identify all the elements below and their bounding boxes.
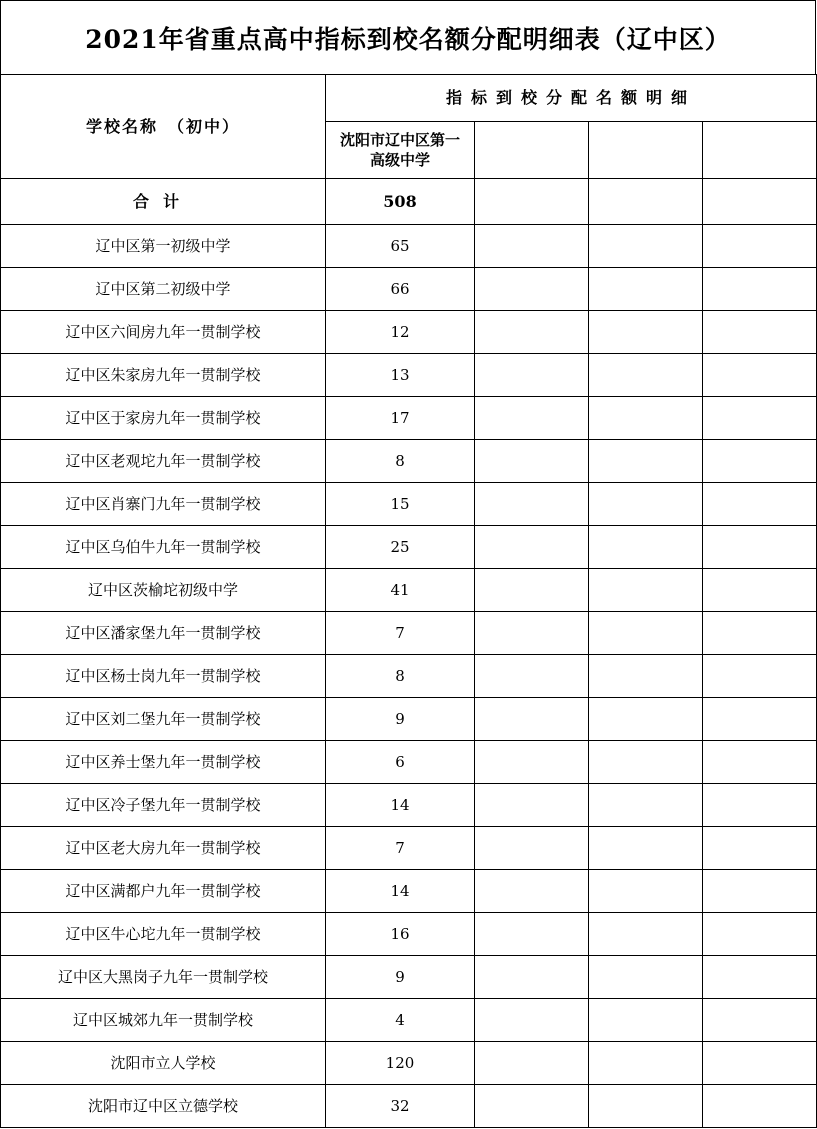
- empty-cell: [703, 526, 817, 569]
- empty-cell: [475, 225, 589, 268]
- table-row: [1, 311, 817, 354]
- quota-cell: 4: [326, 999, 475, 1042]
- empty-cell: [703, 311, 817, 354]
- empty-cell: [703, 999, 817, 1042]
- quota-cell: 25: [326, 526, 475, 569]
- school-name-cell: 辽中区肖寨门九年一贯制学校: [1, 483, 326, 526]
- empty-cell: [703, 784, 817, 827]
- empty-cell: [589, 179, 703, 225]
- empty-cell: [475, 569, 589, 612]
- empty-cell: [475, 354, 589, 397]
- empty-cell: [703, 569, 817, 612]
- empty-cell: [475, 179, 589, 225]
- quota-table: [0, 74, 817, 1128]
- empty-cell: [589, 397, 703, 440]
- school-name-cell: 辽中区潘家堡九年一贯制学校: [1, 612, 326, 655]
- empty-cell: [475, 784, 589, 827]
- school-name-cell: 辽中区老大房九年一贯制学校: [1, 827, 326, 870]
- empty-cell: [475, 440, 589, 483]
- total-label: 合计: [1, 179, 326, 225]
- quota-cell: 15: [326, 483, 475, 526]
- table-row: [1, 827, 817, 870]
- empty-cell: [475, 870, 589, 913]
- empty-cell: [703, 225, 817, 268]
- empty-cell: [703, 1042, 817, 1085]
- empty-cell: [589, 526, 703, 569]
- empty-cell: [589, 741, 703, 784]
- school-name-cell: 辽中区茨榆坨初级中学: [1, 569, 326, 612]
- quota-cell: 66: [326, 268, 475, 311]
- empty-cell: [475, 698, 589, 741]
- quota-cell: 14: [326, 784, 475, 827]
- empty-cell: [475, 827, 589, 870]
- empty-cell: [589, 268, 703, 311]
- table-row: [1, 268, 817, 311]
- school-name-cell: 辽中区第一初级中学: [1, 225, 326, 268]
- table-row: [1, 698, 817, 741]
- empty-cell: [589, 956, 703, 999]
- empty-cell: [475, 311, 589, 354]
- table-row: [1, 956, 817, 999]
- empty-cell: [475, 268, 589, 311]
- school-name-cell: 辽中区刘二堡九年一贯制学校: [1, 698, 326, 741]
- empty-cell: [703, 870, 817, 913]
- table-row: [1, 569, 817, 612]
- table-row: [1, 526, 817, 569]
- total-value: 508: [326, 179, 475, 225]
- school-name-cell: 沈阳市辽中区立德学校: [1, 1085, 326, 1128]
- school-name-cell: 辽中区大黑岗子九年一贯制学校: [1, 956, 326, 999]
- table-row: [1, 354, 817, 397]
- empty-cell: [589, 655, 703, 698]
- quota-cell: 17: [326, 397, 475, 440]
- empty-cell: [475, 483, 589, 526]
- table-row: [1, 1042, 817, 1085]
- empty-header-cell: [589, 122, 703, 179]
- school-name-cell: 辽中区满都户九年一贯制学校: [1, 870, 326, 913]
- school-name-cell: 辽中区老观坨九年一贯制学校: [1, 440, 326, 483]
- table-row: [1, 913, 817, 956]
- table-row: [1, 397, 817, 440]
- empty-cell: [475, 741, 589, 784]
- empty-header-cell: [475, 122, 589, 179]
- empty-cell: [703, 268, 817, 311]
- quota-cell: 41: [326, 569, 475, 612]
- quota-cell: 13: [326, 354, 475, 397]
- empty-cell: [703, 440, 817, 483]
- table-row: [1, 483, 817, 526]
- quota-cell: 65: [326, 225, 475, 268]
- empty-cell: [475, 1085, 589, 1128]
- empty-header-cell: [703, 122, 817, 179]
- school-name-cell: 辽中区牛心坨九年一贯制学校: [1, 913, 326, 956]
- total-row: [1, 179, 817, 225]
- table-row: [1, 784, 817, 827]
- table-row: [1, 440, 817, 483]
- empty-cell: [475, 956, 589, 999]
- empty-cell: [589, 913, 703, 956]
- empty-cell: [475, 526, 589, 569]
- empty-cell: [475, 913, 589, 956]
- school-name-cell: 辽中区朱家房九年一贯制学校: [1, 354, 326, 397]
- empty-cell: [703, 612, 817, 655]
- quota-cell: 7: [326, 827, 475, 870]
- empty-cell: [589, 1042, 703, 1085]
- empty-cell: [475, 999, 589, 1042]
- school-name-cell: 辽中区城郊九年一贯制学校: [1, 999, 326, 1042]
- empty-cell: [703, 655, 817, 698]
- empty-cell: [703, 913, 817, 956]
- quota-cell: 9: [326, 956, 475, 999]
- quota-cell: 14: [326, 870, 475, 913]
- empty-cell: [589, 784, 703, 827]
- detail-group-header: 指标到校分配名额明细: [326, 75, 817, 122]
- empty-cell: [589, 225, 703, 268]
- school-name-cell: 辽中区养士堡九年一贯制学校: [1, 741, 326, 784]
- quota-cell: 7: [326, 612, 475, 655]
- empty-cell: [703, 741, 817, 784]
- quota-cell: 6: [326, 741, 475, 784]
- quota-cell: 120: [326, 1042, 475, 1085]
- school-name-cell: 辽中区乌伯牛九年一贯制学校: [1, 526, 326, 569]
- quota-table-body: [1, 75, 817, 1128]
- quota-cell: 16: [326, 913, 475, 956]
- empty-cell: [703, 397, 817, 440]
- school-name-cell: 辽中区于家房九年一贯制学校: [1, 397, 326, 440]
- header-row: [1, 75, 817, 122]
- empty-cell: [589, 612, 703, 655]
- school-name-cell: 辽中区六间房九年一贯制学校: [1, 311, 326, 354]
- quota-cell: 12: [326, 311, 475, 354]
- table-row: [1, 225, 817, 268]
- empty-cell: [475, 612, 589, 655]
- empty-cell: [589, 999, 703, 1042]
- empty-cell: [703, 483, 817, 526]
- empty-cell: [589, 311, 703, 354]
- empty-cell: [703, 354, 817, 397]
- empty-cell: [589, 827, 703, 870]
- quota-cell: 9: [326, 698, 475, 741]
- empty-cell: [703, 698, 817, 741]
- table-row: [1, 999, 817, 1042]
- empty-cell: [703, 956, 817, 999]
- empty-cell: [475, 655, 589, 698]
- empty-cell: [703, 179, 817, 225]
- empty-cell: [475, 397, 589, 440]
- empty-cell: [589, 1085, 703, 1128]
- empty-cell: [475, 1042, 589, 1085]
- school-name-cell: 辽中区第二初级中学: [1, 268, 326, 311]
- page-title: 2021年省重点高中指标到校名额分配明细表（辽中区）: [0, 0, 816, 74]
- table-row: [1, 1085, 817, 1128]
- school-column-header: 学校名称 （初中）: [1, 75, 326, 179]
- quota-cell: 8: [326, 655, 475, 698]
- empty-cell: [589, 698, 703, 741]
- table-row: [1, 741, 817, 784]
- school-name-cell: 辽中区杨士岗九年一贯制学校: [1, 655, 326, 698]
- empty-cell: [589, 483, 703, 526]
- empty-cell: [589, 440, 703, 483]
- table-row: [1, 870, 817, 913]
- empty-cell: [589, 354, 703, 397]
- quota-cell: 8: [326, 440, 475, 483]
- empty-cell: [589, 569, 703, 612]
- high-school-column-header: 沈阳市辽中区第一高级中学: [326, 122, 475, 179]
- quota-cell: 32: [326, 1085, 475, 1128]
- school-name-cell: 沈阳市立人学校: [1, 1042, 326, 1085]
- empty-cell: [703, 827, 817, 870]
- empty-cell: [589, 870, 703, 913]
- school-name-cell: 辽中区冷子堡九年一贯制学校: [1, 784, 326, 827]
- table-row: [1, 612, 817, 655]
- table-row: [1, 655, 817, 698]
- empty-cell: [703, 1085, 817, 1128]
